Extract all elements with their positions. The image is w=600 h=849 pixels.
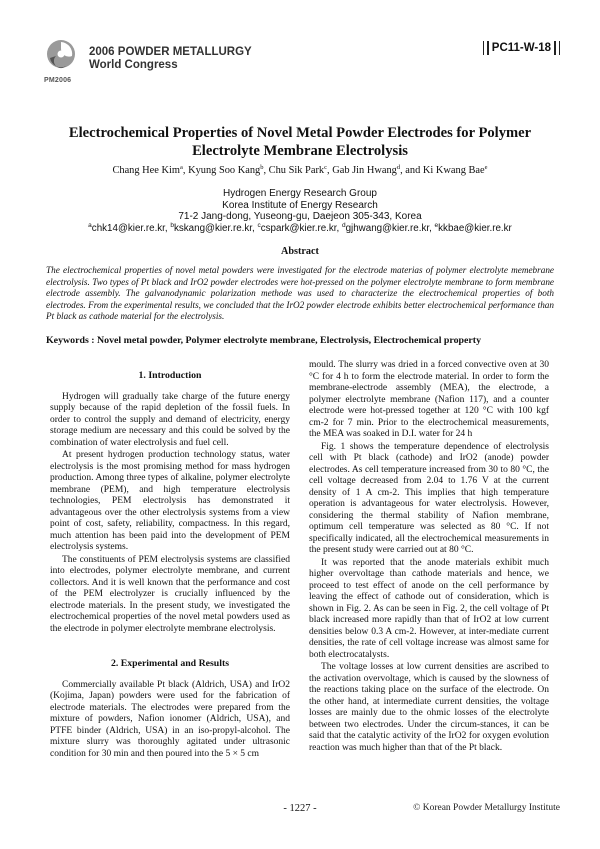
abstract-heading: Abstract bbox=[281, 246, 319, 257]
code-bar-right-thin bbox=[559, 41, 560, 55]
page-number: - 1227 - bbox=[283, 803, 317, 814]
paragraph: At present hydrogen production technology status, water electrolysis is the most promising method for mass hydrogen production. Among three types of alkaline, polymer electrolyte membrane (PEM), and high temperature electrolysis technologies, PEM electrolysis has demonstrated it advantageous over the other electrolysis systems from a view point of cost, safety, reliability, compactness. In this regard, much attention has been paid into the development of PEM electrolysis systems. bbox=[50, 450, 290, 552]
email: $^e$kkbae@kier.re.kr bbox=[434, 222, 512, 234]
paragraph: The constituents of PEM electrolysis systems are classified into electrodes, polymer electrolyte membrane, and current collectors. And it is well known that the performance and cost of the PEM electrolyzer is crucially influenced by the electrode materials. In the present study, we investigated the electrochemical properties of the novel metal powders used as the electrode in polymer electrolyte membrane electrolysis. bbox=[50, 554, 290, 634]
section-heading-introduction: 1. Introduction bbox=[138, 370, 202, 381]
paragraph: Commercially available Pt black (Aldrich, USA) and IrO2 (Kojima, Japan) powders were used for the fabrication of electrode materials. The electrodes were prepared from the mixture of powders, Nafion ionomer (Aldrich, USA), and PTFE binder (Aldrich, USA) in an iso-propyl-alcohol. The mixture slurry was thoroughly agitated under ultrasonic condition for 30 min and then poured into the 5 × 5 cm bbox=[50, 679, 290, 759]
conference-name-line2: World Congress bbox=[89, 59, 178, 71]
affiliation-address: 71-2 Jang-dong, Yuseong-gu, Daejeon 305-343, Korea bbox=[178, 211, 422, 222]
abstract-text: The electrochemical properties of novel metal powders were investigated for the electrode materias of polymer electrolyte memebrane electrolysis. Two types of Pt black and IrO2 powder electrodes were hot-pressed on the polymer electrolyte membrane to form membrane electrode assembly. The galvanodynamic polarization methode was used to characterize the electrochemical properties of both electrodes. From the experimental results, we concluded that the IrO2 powder electrode exhibits better electrochemical performance than Pt black as cathode material for the electrolysis. bbox=[46, 265, 554, 322]
code-bar-right bbox=[554, 41, 556, 55]
left-column bbox=[50, 362, 290, 761]
right-column bbox=[309, 360, 549, 755]
author: Chu Sik Park$^c$, bbox=[268, 164, 333, 176]
email: $^c$cspark@kier.re.kr, bbox=[257, 222, 342, 234]
paper-title bbox=[40, 124, 560, 160]
email: $^b$kskang@kier.re.kr, bbox=[170, 222, 258, 234]
paragraph: The voltage losses at low current densities are ascribed to the activation overvoltage, which is caused by the slowness of the reactions taking place on the surface of the electrode. On the other hand, at intermediate current densities, the voltage losses are mainly due to the ohmic losses of the electrolyte between two electrodes. Under the circum-stances, it can be said that the catalytic activity of the IrO2 for oxygen evolution reaction was much higher than that of the Pt black. bbox=[309, 662, 549, 753]
paragraph: mould. The slurry was dried in a forced convective oven at 30 °C for 4 h to form the electrode material. In order to form the membrane-electrode assembly (MEA), the electrode, a polymer electrolyte membrane (Nafion 117), and a counter electrode were hot-pressed together at 120 °C with 100 kgf cm-2 for 7 min. Prior to the electrochemical measurements, the MEA was soaked in D.I. water for 24 h bbox=[309, 360, 549, 439]
title-line1: Electrochemical Properties of Novel Metal Powder Electrodes for Polymer bbox=[68, 125, 532, 141]
paper-code-box bbox=[483, 41, 560, 55]
section-heading-experimental: 2. Experimental and Results bbox=[110, 658, 230, 669]
conference-logo-icon bbox=[44, 38, 78, 78]
code-bar-left bbox=[487, 41, 489, 55]
author: Chang Hee Kim$^a$, bbox=[112, 164, 189, 176]
author-list bbox=[40, 164, 560, 176]
code-bar-left-thin bbox=[483, 41, 484, 55]
email: $^a$chk14@kier.re.kr, bbox=[88, 222, 171, 234]
conference-name bbox=[89, 46, 252, 72]
email: $^d$gjhwang@kier.re.kr, bbox=[341, 222, 435, 234]
affiliation-institute: Korea Institute of Energy Research bbox=[222, 199, 378, 211]
paragraph: It was reported that the anode materials exhibit much higher overvoltage than cathode materials and hence, we proceed to test effect of anode on the cell performance by leaving the effect of cathode out of consideration, which is shown in Fig. 2. As can be seen in Fig. 2, the cell voltage of Pt black increased more rapidly than that of IrO2 at low current densities below 0.3 A cm-2. However, at inter-mediate current densities, the rate of cell voltage increase was almost same for both electrocatalysts. bbox=[309, 557, 549, 660]
logo-caption: PM2006 bbox=[44, 77, 72, 84]
author: Ki Kwang Bae$^e$ bbox=[422, 164, 488, 176]
copyright-notice: © Korean Powder Metallurgy Institute bbox=[413, 803, 560, 813]
paper-code: PC11-W-18 bbox=[491, 42, 551, 54]
conference-name-line1: 2006 POWDER METALLURGY bbox=[89, 46, 252, 58]
title-line2: Electrolyte Membrane Electrolysis bbox=[192, 143, 408, 159]
author-emails bbox=[40, 222, 560, 234]
keywords: Keywords : Novel metal powder, Polymer electrolyte membrane, Electrolysis, Electrochemical property bbox=[46, 335, 482, 346]
paragraph: Hydrogen will gradually take charge of the future energy supply because of the rapid depletion of the fossil fuels. In order to control the supply and demand of electricity, energy storage medium are necessary and this could be solved by the combination of water electrolysis and fuel cell. bbox=[50, 391, 290, 448]
author: Kyung Soo Kang$^b$, bbox=[188, 164, 269, 176]
author: Gab Jin Hwang$^d$, and bbox=[332, 164, 423, 176]
paragraph: Fig. 1 shows the temperature dependence of electrolysis cell with Pt black (cathode) and IrO2 (anode) powder electrodes. As cell temperature increased from 30 to 80 °C, the cell voltage decreased from 2.04 to 1.76 V at the current density of 1 A cm-2. This implies that high temperature operation is advantageous for water electrolysis. However, considering the thermal stability of Nafion membrane, optimum cell temperature was selected as 80 °C. If not specifically indicated, all the electrochemical measurements in the present study were carried out at 80 °C. bbox=[309, 441, 549, 555]
affiliation-group: Hydrogen Energy Research Group bbox=[223, 188, 377, 199]
affiliation bbox=[40, 188, 560, 223]
